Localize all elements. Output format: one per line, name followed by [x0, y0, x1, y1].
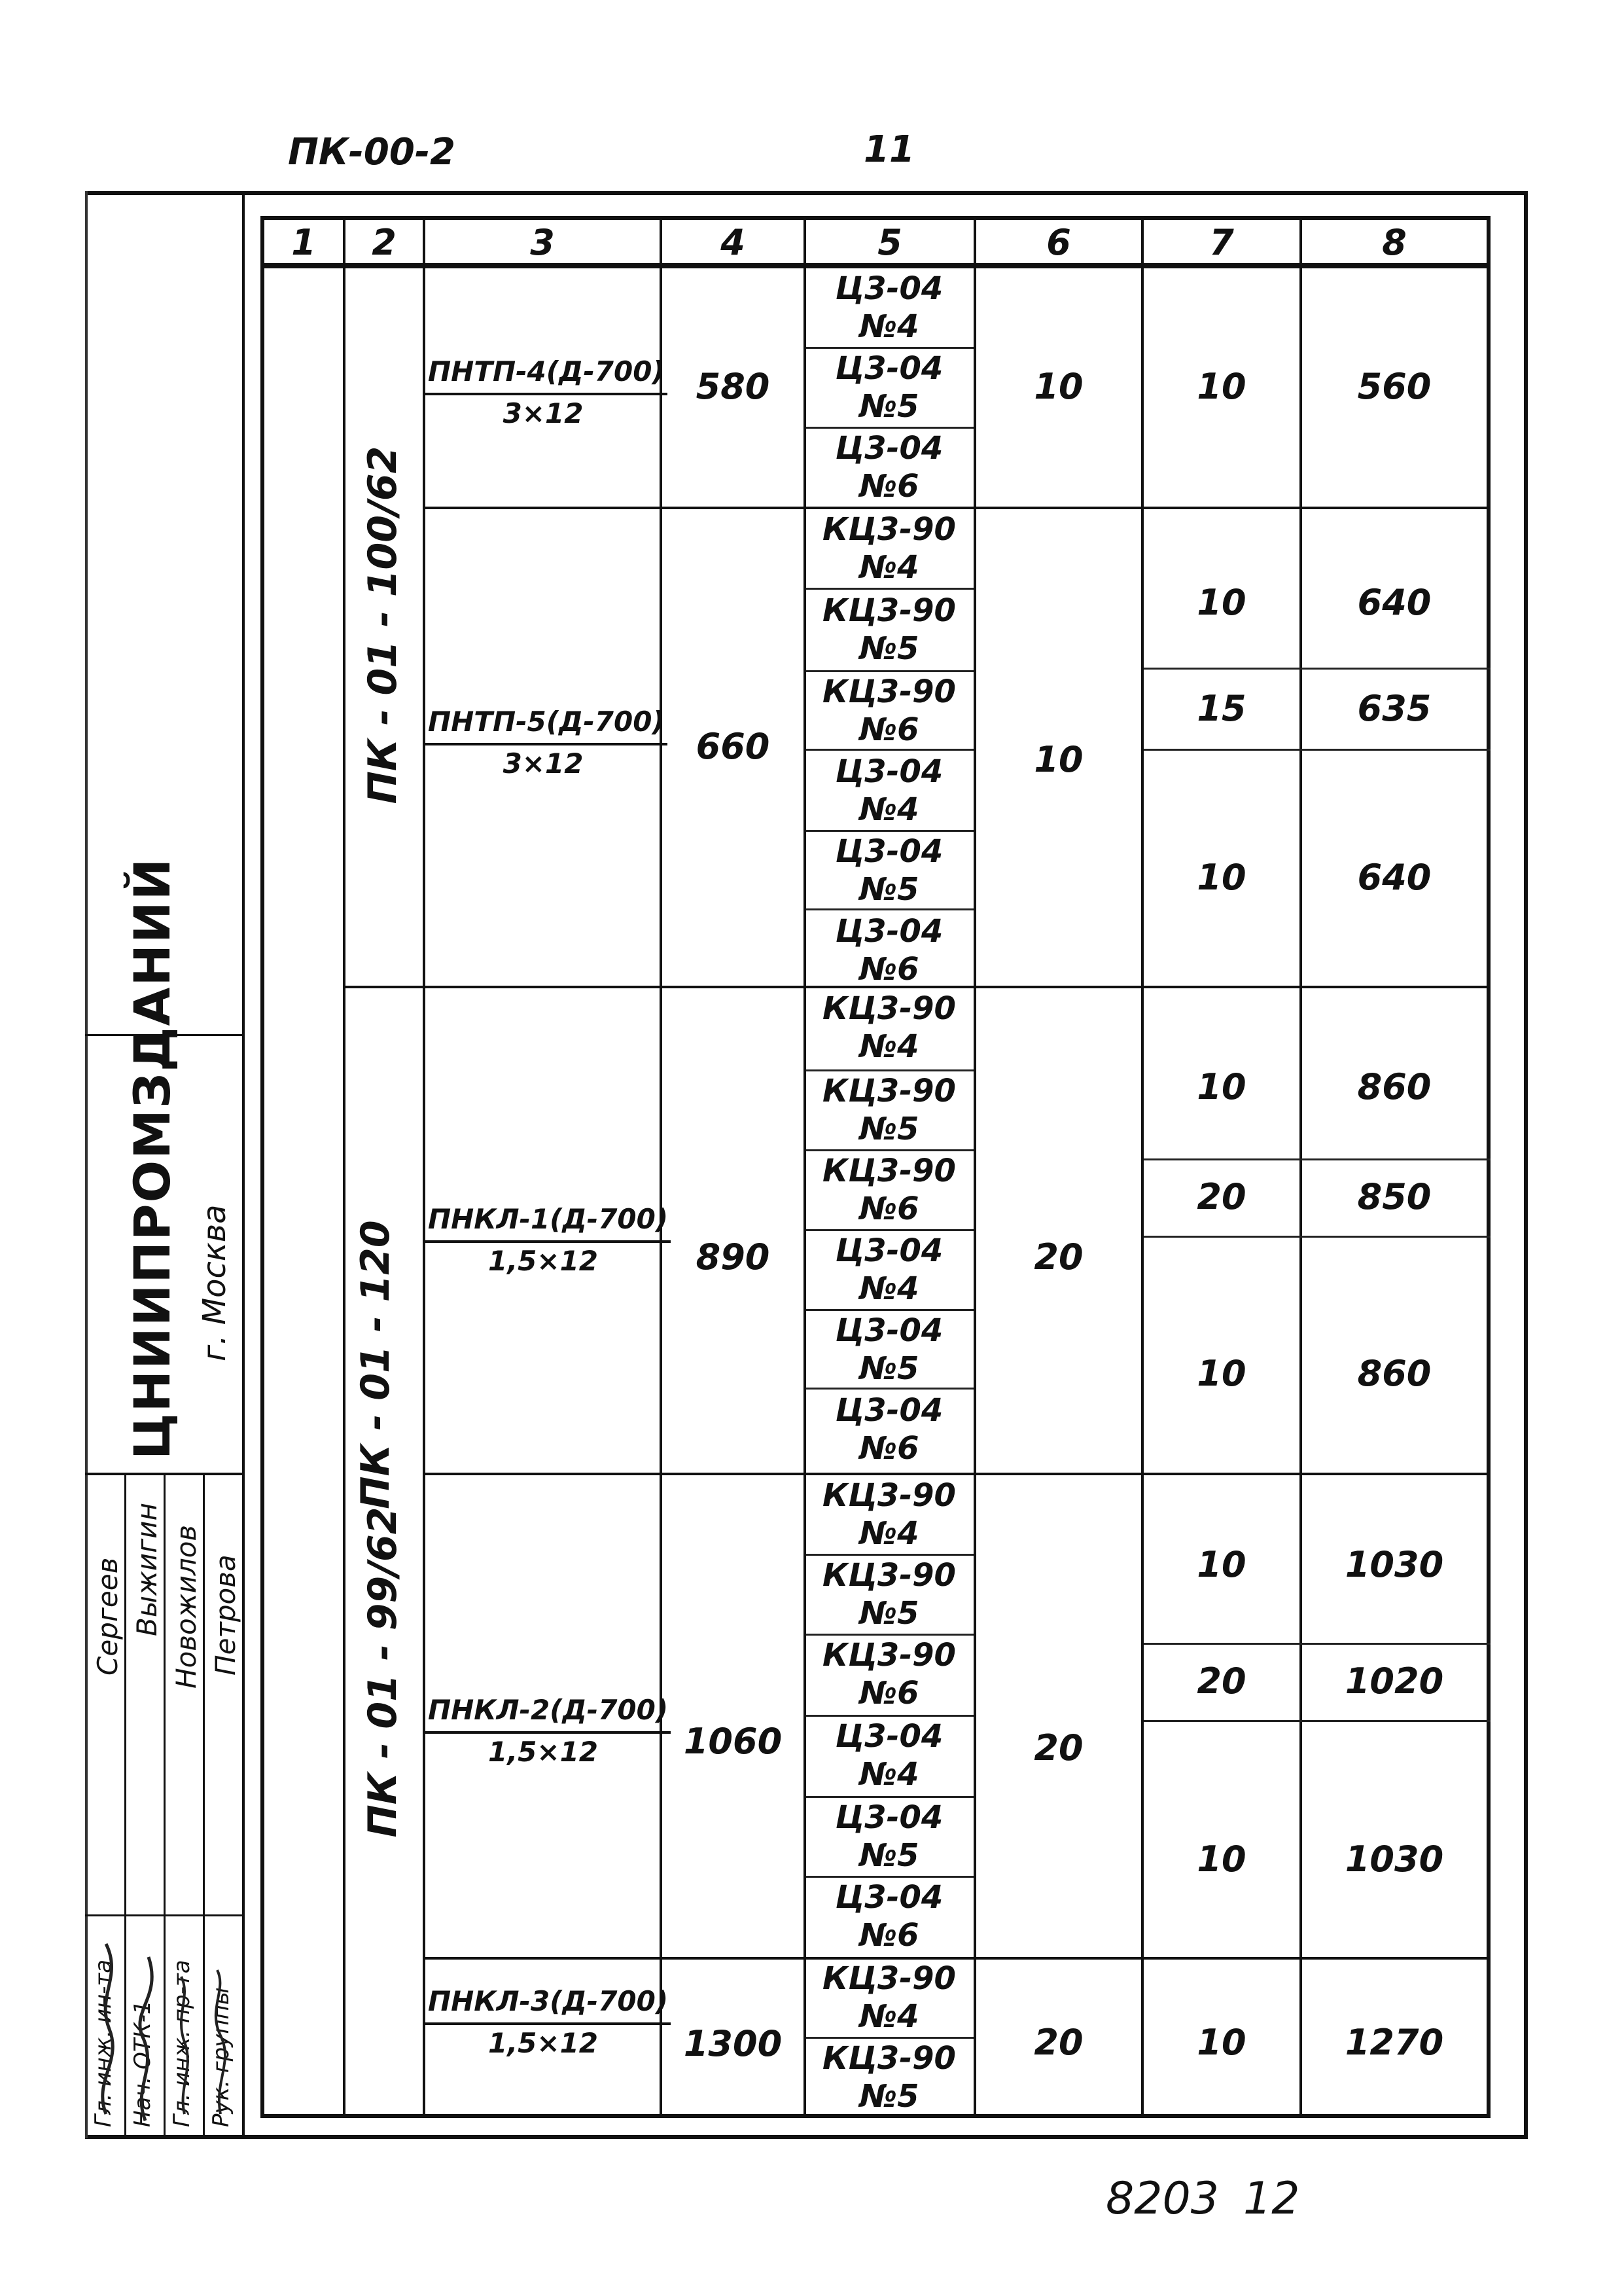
- col2-label: ПК - 01 - 100/62: [360, 446, 406, 804]
- fan-cell: Ц3-04 №4: [835, 270, 944, 345]
- stamp-border: [242, 191, 245, 2138]
- c5-row-line: [806, 830, 974, 832]
- c78-row-line: [1144, 1720, 1491, 1722]
- c78-row-line: [1144, 668, 1491, 670]
- group-divider: [423, 507, 1491, 509]
- c4-value: 580: [696, 365, 770, 407]
- c8-value: 850: [1357, 1175, 1432, 1217]
- c5-row-line: [806, 1554, 974, 1556]
- column-header: 6: [1046, 221, 1071, 263]
- c7-value: 10: [1197, 365, 1246, 407]
- column-header: 8: [1382, 221, 1407, 263]
- fan-cell: Ц3-04 №5: [835, 1799, 944, 1874]
- c6-value: 10: [1034, 365, 1084, 407]
- product-name-cell: [425, 1201, 669, 1280]
- fan-cell: Ц3-04 №4: [835, 1232, 944, 1307]
- c8-value: 1020: [1345, 1660, 1444, 1702]
- product-size: 1,5×12: [487, 1245, 599, 1277]
- footer-sheet: 12: [1243, 2173, 1300, 2225]
- stamp-name: Петрова: [209, 1554, 241, 1676]
- product-name: ПНКЛ-3(Д-700): [425, 1983, 671, 2025]
- fan-cell: Ц3-04 №5: [835, 350, 944, 425]
- c5-row-line: [806, 588, 974, 590]
- product-name-cell: [425, 1692, 669, 1770]
- product-size: 1,5×12: [487, 1736, 599, 1768]
- col1-label: ПК - 01 - 120: [353, 1220, 398, 1509]
- fan-cell: Ц3-04 №6: [835, 430, 944, 505]
- fan-cell: Ц3-04 №5: [835, 833, 944, 908]
- outer-frame-bottom: [85, 2135, 1528, 2139]
- c8-value: 635: [1357, 687, 1432, 729]
- col2-label: ПК - 01 - 99/62: [360, 1507, 406, 1838]
- org-name: ЦНИИПРОМЗДАНИЙ: [123, 857, 181, 1460]
- fan-cell: КЦ3-90 №4: [822, 511, 956, 586]
- c4-value: 890: [696, 1236, 770, 1278]
- col-divider: [974, 216, 976, 2118]
- c5-row-line: [806, 347, 974, 349]
- fan-cell: КЦ3-90 №4: [822, 990, 956, 1065]
- fan-cell: Ц3-04 №4: [835, 1718, 944, 1793]
- fan-cell: КЦ3-90 №4: [822, 1477, 956, 1552]
- fan-cell: КЦ3-90 №5: [822, 2040, 956, 2115]
- c5-row-line: [806, 1229, 974, 1231]
- product-name: ПНКЛ-1(Д-700): [425, 1201, 671, 1243]
- c5-row-line: [806, 1796, 974, 1798]
- c7-value: 10: [1197, 856, 1246, 898]
- c6-value: 20: [1034, 2021, 1084, 2063]
- fan-cell: Ц3-04 №6: [835, 1392, 944, 1467]
- c5-row-line: [806, 427, 974, 429]
- city-name: г. Москва: [196, 1204, 233, 1361]
- column-header: 2: [372, 221, 397, 263]
- fan-cell: КЦ3-90 №4: [822, 1960, 956, 2035]
- c8-value: 640: [1357, 856, 1432, 898]
- col-divider: [660, 216, 662, 2118]
- c5-row-line: [806, 1876, 974, 1878]
- c7-value: 10: [1197, 2021, 1246, 2063]
- c4-value: 1060: [683, 1720, 783, 1762]
- fan-cell: КЦ3-90 №6: [822, 1153, 956, 1227]
- c5-row-line: [806, 1388, 974, 1390]
- c5-row-line: [806, 1149, 974, 1151]
- stamp-role: Рук. группы: [208, 1987, 234, 2127]
- stamp-name: Новожилов: [170, 1524, 202, 1689]
- column-header: 7: [1209, 221, 1234, 263]
- stamp-name: Сергеев: [92, 1557, 124, 1676]
- product-name: ПНКЛ-2(Д-700): [425, 1692, 671, 1734]
- product-name-cell: [425, 704, 665, 782]
- c4-value: 660: [696, 725, 770, 767]
- stamp-role: Гл. инж. пр-та: [169, 1960, 195, 2127]
- stamp-role: Гл. инж. ин-та: [90, 1959, 116, 2127]
- fan-cell: КЦ3-90 №6: [822, 1637, 956, 1712]
- c8-value: 560: [1357, 365, 1432, 407]
- c7-value: 10: [1197, 1066, 1246, 1107]
- c8-value: 860: [1357, 1066, 1432, 1107]
- c78-row-line: [1144, 749, 1491, 751]
- fan-cell: КЦ3-90 №5: [822, 1557, 956, 1632]
- stamp-divider: [85, 1914, 242, 1916]
- product-size: 3×12: [503, 397, 584, 429]
- c78-row-line: [1144, 1643, 1491, 1645]
- c5-row-line: [806, 908, 974, 910]
- signatures-image: [86, 1918, 241, 2134]
- c8-value: 1270: [1345, 2021, 1444, 2063]
- fan-cell: КЦ3-90 №5: [822, 1073, 956, 1147]
- column-header: 3: [530, 221, 555, 263]
- fan-cell: Ц3-04 №4: [835, 753, 944, 828]
- column-header: 4: [720, 221, 745, 263]
- product-name-cell: [425, 353, 665, 432]
- product-name: ПНТП-4(Д-700): [425, 353, 667, 395]
- col-divider: [423, 216, 425, 2118]
- fan-cell: Ц3-04 №5: [835, 1312, 944, 1387]
- c8-value: 860: [1357, 1352, 1432, 1394]
- c6-value: 10: [1034, 738, 1084, 780]
- document-code: ПК-00-2: [288, 131, 456, 173]
- c6-value: 20: [1034, 1236, 1084, 1278]
- fan-cell: КЦ3-90 №6: [822, 673, 956, 748]
- c7-value: 20: [1197, 1175, 1246, 1217]
- c7-value: 10: [1197, 1543, 1246, 1585]
- c78-row-line: [1144, 1236, 1491, 1238]
- c5-row-line: [806, 1069, 974, 1071]
- c5-row-line: [806, 1715, 974, 1717]
- c7-value: 10: [1197, 1352, 1246, 1394]
- c5-row-line: [806, 670, 974, 672]
- product-size: 3×12: [503, 747, 584, 780]
- c5-row-line: [806, 2037, 974, 2039]
- stamp-name: Выжигин: [131, 1503, 163, 1636]
- outer-frame-left: [85, 191, 88, 2138]
- product-name-cell: [425, 1983, 669, 2062]
- c5-row-line: [806, 1634, 974, 1636]
- col-divider: [343, 216, 345, 2118]
- c8-value: 1030: [1345, 1838, 1444, 1880]
- c4-value: 1300: [683, 2022, 783, 2064]
- c5-row-line: [806, 1309, 974, 1311]
- c7-value: 15: [1197, 687, 1246, 729]
- column-header: 1: [291, 221, 316, 263]
- c8-value: 1030: [1345, 1543, 1444, 1585]
- c8-value: 640: [1357, 581, 1432, 623]
- header-divider: [260, 263, 1491, 268]
- c6-value: 20: [1034, 1727, 1084, 1768]
- footer-number: 8203: [1106, 2173, 1220, 2225]
- group-divider: [423, 1473, 1491, 1475]
- c7-value: 10: [1197, 1838, 1246, 1880]
- fan-cell: КЦ3-90 №5: [822, 592, 956, 667]
- page-number: 11: [864, 128, 915, 171]
- column-header: 5: [877, 221, 902, 263]
- product-size: 1,5×12: [487, 2027, 599, 2059]
- c78-row-line: [1144, 1158, 1491, 1160]
- product-name: ПНТП-5(Д-700): [425, 704, 667, 745]
- c7-value: 10: [1197, 581, 1246, 623]
- c5-row-line: [806, 749, 974, 751]
- c7-value: 20: [1197, 1660, 1246, 1702]
- fan-cell: Ц3-04 №6: [835, 1879, 944, 1954]
- stamp-role: Нач. ОТК-1: [130, 2000, 156, 2127]
- fan-cell: Ц3-04 №6: [835, 913, 944, 988]
